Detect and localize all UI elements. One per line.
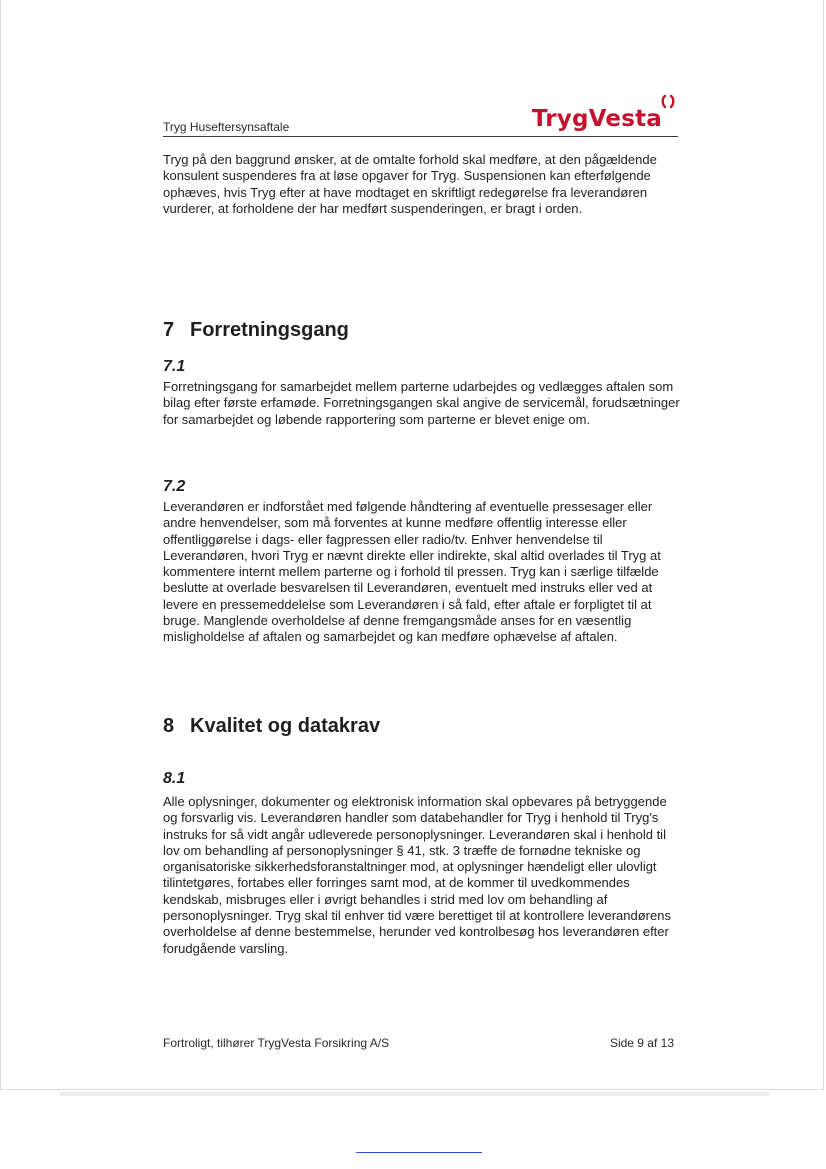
trygvesta-logo: TrygVesta: [531, 106, 662, 132]
header-title: Tryg Huseftersynsaftale: [163, 120, 290, 134]
bottom-link-underline[interactable]: [356, 1152, 482, 1153]
logo-mark-icon: [660, 94, 676, 110]
page-bottom-shadow: [60, 1092, 770, 1096]
footer-confidential: Fortroligt, tilhører TrygVesta Forsikring A/S: [163, 1036, 390, 1050]
section-8-number: 8: [163, 715, 175, 737]
section-8-1-heading: 8.1: [163, 770, 186, 787]
section-7-title: Forretningsgang: [190, 319, 349, 341]
section-7-2-paragraph: Leverandøren er indforstået med følgende håndtering af eventuelle pressesager eller andre henvendelser, som må forventes at kunne medføre offentlig interesse eller offentliggørelse i dags- eller fagpressen eller radio/tv. Enhver henvendelse til Leverandøren, hvori Tryg er nævnt direkte eller indirekte, skal altid overlades til Tryg at kommentere internt mellem parterne og i forhold til pressen. Tryg kan i særlige tilfælde beslutte at overlade besvarelsen til Leverandøren, eventuelt med instruks eller ved at levere en pressemeddelelse som Leverandøren i så fald, efter aftale er forpligtet til at bruge. Manglende overholdelse af denne fremgangsmåde anses for en væsentlig misligholdelse af aftalen og samarbejdet og kan medføre ophævelse af aftalen.: [163, 499, 661, 645]
section-7-heading: [163, 319, 349, 342]
section-7-2-heading: 7.2: [163, 478, 186, 495]
page-number: Side 9 af 13: [609, 1036, 674, 1050]
section-7-1-heading: 7.1: [163, 358, 186, 375]
section-7-1-paragraph: Forretningsgang for samarbejdet mellem parterne udarbejdes og vedlægges aftalen som bilag efter første erfamøde. Forretningsgangen skal angive de servicemål, forudsætninger for samarbejdet og løbende rapportering som parterne er blevet enige om.: [163, 379, 680, 427]
section-8-heading: [163, 715, 380, 738]
section-8-1-paragraph: Alle oplysninger, dokumenter og elektronisk information skal opbevares på betryggende og forsvarlig vis. Leverandøren handler som databehandler for Tryg i henhold til Tryg's instruks for så vidt angår udleverede personoplysninger. Leverandøren skal i henhold til lov om behandling af personoplysninger § 41, stk. 3 træffe de fornødne tekniske og organisatoriske sikkerhedsforanstaltninger mod, at oplysninger hændeligt eller ulovligt tilintetgøres, fortabes eller forringes samt mod, at de kommer til uvedkommendes kendskab, misbruges eller i øvrigt behandles i strid med lov om behandling af personoplysninger. Tryg skal til enhver tid være berettiget til at kontrollere leverandørens overholdelse af denne bestemmelse, herunder ved kontrolbesøg hos leverandøren efter forudgående varsling.: [163, 794, 671, 956]
section-7-number: 7: [163, 319, 175, 341]
section-8-title: Kvalitet og datakrav: [190, 715, 381, 737]
intro-paragraph: Tryg på den baggrund ønsker, at de omtalte forhold skal medføre, at den pågældende konsulent suspenderes fra at løse opgaver for Tryg. Suspensionen kan efterfølgende ophæves, hvis Tryg efter at have modtaget en skriftligt redegørelse fra leverandøren vurderer, at forholdene der har medført suspenderingen, er bragt i orden.: [163, 152, 657, 216]
page-header: [163, 94, 678, 137]
